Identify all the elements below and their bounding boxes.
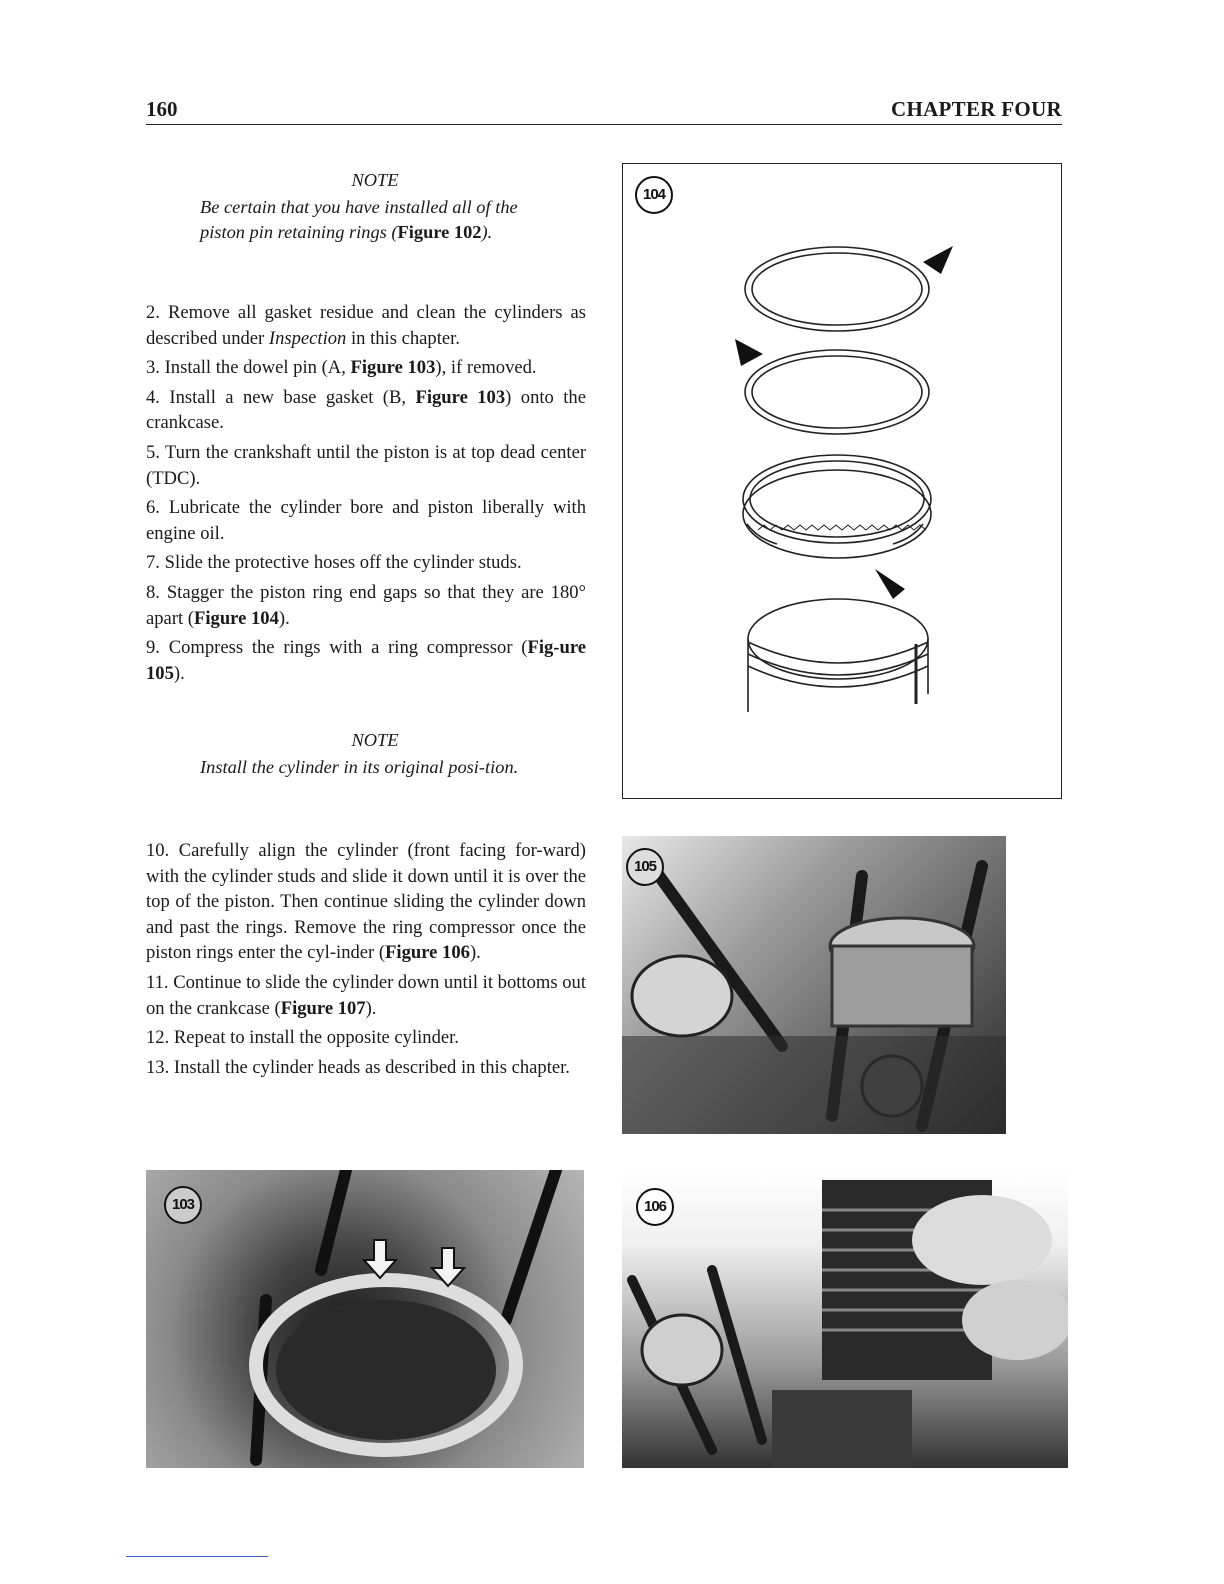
photo-ring-compressor (622, 836, 1006, 1134)
note-block-1 (200, 168, 550, 245)
step-11: 11. Continue to slide the cylinder down until it bottoms out on the crankcase (Figure 107). (146, 971, 586, 1019)
arrow-icon (735, 339, 763, 366)
steps-list-b (146, 838, 586, 1084)
figure-label: 105 (626, 848, 664, 886)
step-9: 9. Compress the rings with a ring compressor (Fig-ure 105). (146, 637, 586, 684)
figure-104 (622, 163, 1062, 799)
step-7: 7. Slide the protective hoses off the cylinder studs. (146, 552, 522, 574)
ring-diagram (623, 164, 1061, 798)
chapter-title: CHAPTER FOUR (890, 97, 1062, 121)
note-text: Install the cylinder in its original posi-tion. (200, 757, 519, 777)
step-3: 3. Install the dowel pin (A, Figure 103), if removed. (146, 357, 537, 379)
header-rule (146, 124, 1062, 125)
arrow-icon (875, 569, 905, 599)
step-13: 13. Install the cylinder heads as described in this chapter. (146, 1056, 570, 1078)
piston-crown (748, 599, 928, 679)
photo-cylinder-install (622, 1170, 1068, 1468)
step-2: 2. Remove all gasket residue and clean the cylinders as described under Inspection in this chapter. (146, 302, 587, 349)
page-number: 160 (146, 97, 178, 121)
figure-label: 106 (636, 1188, 674, 1226)
note-title: NOTE (351, 170, 399, 190)
photo-base-gasket (146, 1170, 584, 1468)
steps-list-a (146, 300, 586, 690)
step-12: 12. Repeat to install the opposite cylinder. (146, 1027, 459, 1049)
gap-arrows (735, 246, 953, 599)
top-compression-ring (745, 247, 929, 331)
step-4: 4. Install a new base gasket (B, Figure 103) onto the crankcase. (146, 386, 586, 434)
note-title: NOTE (351, 730, 399, 750)
footer-rule (126, 1556, 268, 1557)
second-compression-ring (745, 350, 929, 434)
note-text: Be certain that you have installed all of the piston pin retaining rings (Figure 102). (200, 197, 518, 242)
arrow-icon (364, 1240, 396, 1278)
figure-label: 103 (164, 1186, 202, 1224)
step-6: 6. Lubricate the cylinder bore and piston liberally with engine oil. (146, 497, 586, 544)
arrow-icon (923, 246, 953, 274)
figure-103 (146, 1170, 584, 1468)
figure-label: 104 (635, 176, 673, 214)
figure-106 (622, 1170, 1068, 1468)
note-block-2 (200, 728, 550, 780)
step-10: 10. Carefully align the cylinder (front facing for-ward) with the cylinder studs and slide it down until it is over the top of the piston. Then continue sliding the cylinder down and past the rings. Remove the ring compressor once the piston rings enter the cyl-inder (Figure 106). (146, 840, 586, 964)
step-8: 8. Stagger the piston ring end gaps so that they are 180° apart (Figure 104). (146, 581, 586, 629)
figure-105 (622, 836, 1006, 1134)
step-5: 5. Turn the crankshaft until the piston is at top dead center (TDC). (146, 441, 587, 489)
